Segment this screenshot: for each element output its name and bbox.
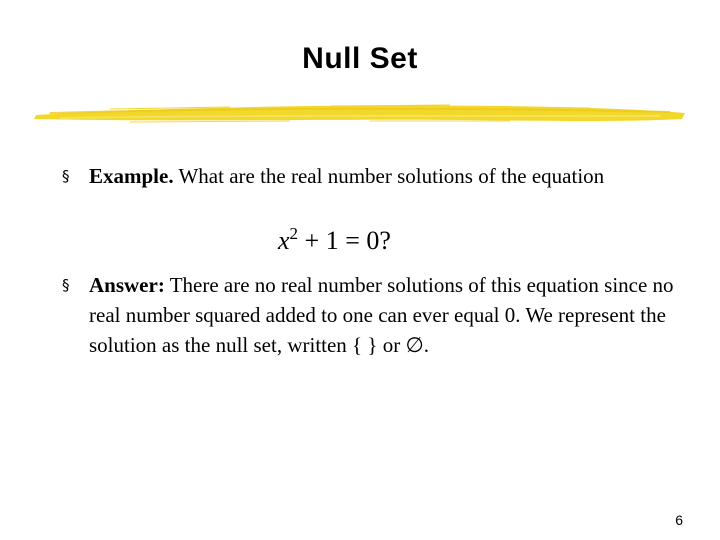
equation-variable: x: [278, 226, 290, 255]
equation-exponent: 2: [289, 224, 299, 243]
example-text: What are the real number solutions of the equation: [173, 164, 605, 188]
title-underline-brushstroke: [30, 100, 690, 130]
slide-title: Null Set: [302, 42, 418, 75]
example-label: Example.: [89, 164, 174, 188]
answer-paragraph: [89, 270, 689, 360]
answer-text: There are no real number solutions of this equation since no real number squared added to one can ever equal 0. We represent the solution as the null set, written { } or ∅.: [89, 273, 674, 357]
equation-rest: + 1 = 0?: [298, 226, 391, 255]
answer-label: Answer:: [89, 273, 165, 297]
bullet-icon: §: [62, 276, 70, 294]
example-paragraph: [89, 161, 689, 191]
page-number: 6: [675, 512, 683, 528]
equation: [278, 226, 391, 256]
bullet-icon: §: [62, 167, 70, 185]
